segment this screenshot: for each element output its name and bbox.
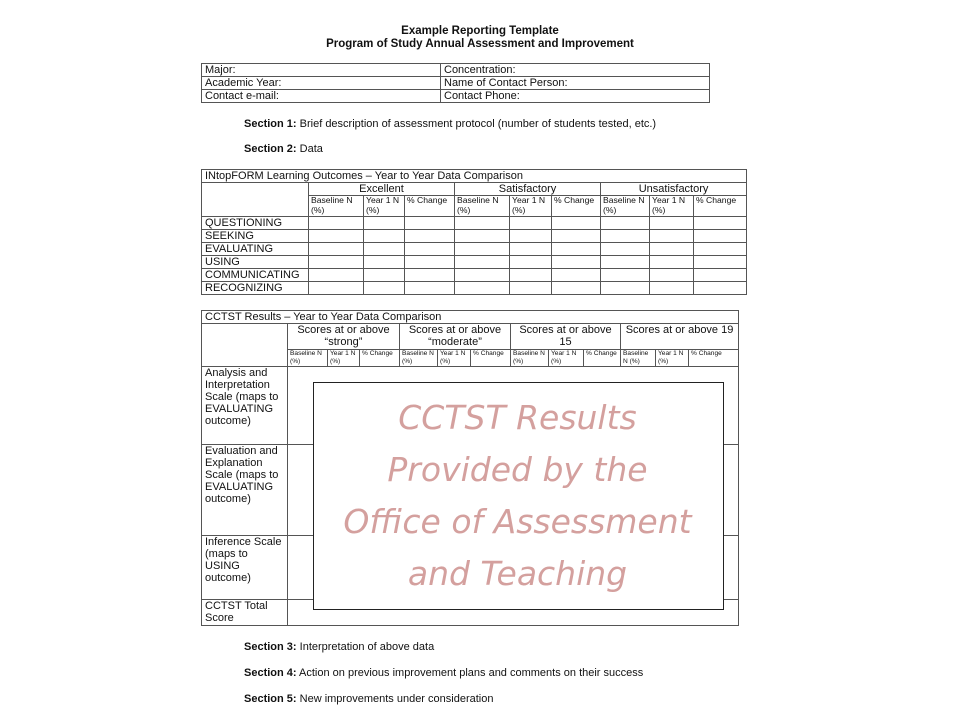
- cctst-subheader-change: % Change: [360, 350, 400, 367]
- cctst-group-strong: Scores at or above “strong”: [288, 324, 400, 350]
- intop-data-cell[interactable]: [309, 230, 364, 243]
- intop-data-cell[interactable]: [455, 243, 510, 256]
- intop-group-excellent: Excellent: [309, 183, 455, 196]
- cctst-overlay-text: [313, 392, 722, 600]
- intop-row-label: SEEKING: [202, 230, 309, 243]
- intop-data-cell[interactable]: [650, 269, 694, 282]
- intop-subheader-year1: Year 1 N (%): [650, 196, 694, 217]
- intop-row-label: EVALUATING: [202, 243, 309, 256]
- cctst-row-label: CCTST Total Score: [202, 600, 288, 626]
- section-4-text: Action on previous improvement plans and comments on their success: [299, 667, 644, 679]
- intop-corner-cell: [202, 183, 309, 217]
- intop-data-cell[interactable]: [405, 230, 455, 243]
- cctst-group-15: Scores at or above 15: [511, 324, 621, 350]
- academic-year-field[interactable]: Academic Year:: [202, 77, 441, 90]
- intop-data-cell[interactable]: [694, 282, 747, 295]
- intop-data-cell[interactable]: [309, 243, 364, 256]
- intop-data-cell[interactable]: [694, 230, 747, 243]
- section-5-text: New improvements under consideration: [299, 693, 494, 705]
- intop-data-cell[interactable]: [405, 243, 455, 256]
- cctst-subheader-change: % Change: [471, 350, 511, 367]
- intop-data-cell[interactable]: [601, 269, 650, 282]
- intop-data-cell[interactable]: [455, 217, 510, 230]
- intop-outcomes-table: [201, 169, 747, 295]
- intop-data-cell[interactable]: [510, 256, 552, 269]
- intop-data-cell[interactable]: [650, 230, 694, 243]
- intop-data-cell[interactable]: [650, 243, 694, 256]
- intop-data-cell[interactable]: [309, 256, 364, 269]
- section-3-label: Section 3:: [244, 641, 297, 653]
- intop-data-cell[interactable]: [510, 269, 552, 282]
- intop-row: [202, 217, 747, 230]
- intop-data-cell[interactable]: [364, 230, 405, 243]
- intop-data-cell[interactable]: [405, 217, 455, 230]
- cctst-row-label: Analysis and Interpretation Scale (maps to EVALUATING outcome): [202, 367, 288, 445]
- intop-data-cell[interactable]: [552, 230, 601, 243]
- intop-row-label: USING: [202, 256, 309, 269]
- intop-data-cell[interactable]: [694, 217, 747, 230]
- intop-data-cell[interactable]: [601, 243, 650, 256]
- intop-data-cell[interactable]: [455, 256, 510, 269]
- intop-subheader-year1: Year 1 N (%): [364, 196, 405, 217]
- section-5-label: Section 5:: [244, 693, 297, 705]
- intop-data-cell[interactable]: [364, 282, 405, 295]
- contact-email-field[interactable]: Contact e-mail:: [202, 90, 441, 103]
- section-1-text: Brief description of assessment protocol (number of students tested, etc.): [299, 118, 657, 130]
- program-info-table: [201, 63, 710, 103]
- intop-data-cell[interactable]: [694, 269, 747, 282]
- overlay-line: Provided by the: [387, 450, 648, 489]
- intop-data-cell[interactable]: [694, 243, 747, 256]
- intop-subheader-year1: Year 1 N (%): [510, 196, 552, 217]
- intop-data-cell[interactable]: [309, 217, 364, 230]
- cctst-subheader-baseline: Baseline N (%): [288, 350, 328, 367]
- intop-data-cell[interactable]: [694, 256, 747, 269]
- intop-data-cell[interactable]: [364, 243, 405, 256]
- concentration-field[interactable]: Concentration:: [441, 64, 710, 77]
- section-2-text: Data: [299, 143, 323, 155]
- intop-group-unsatisfactory: Unsatisfactory: [601, 183, 747, 196]
- contact-person-field[interactable]: Name of Contact Person:: [441, 77, 710, 90]
- intop-row-label: RECOGNIZING: [202, 282, 309, 295]
- intop-data-cell[interactable]: [364, 217, 405, 230]
- document-subtitle: Program of Study Annual Assessment and Improvement: [326, 38, 634, 50]
- cctst-subheader-baseline: Baseline N (%): [400, 350, 438, 367]
- intop-data-cell[interactable]: [552, 243, 601, 256]
- intop-subheader-baseline: Baseline N (%): [601, 196, 650, 217]
- overlay-line: CCTST Results: [398, 398, 637, 437]
- cctst-subheader-year1: Year 1 N (%): [438, 350, 471, 367]
- intop-data-cell[interactable]: [510, 217, 552, 230]
- cctst-subheader-change: % Change: [584, 350, 621, 367]
- intop-data-cell[interactable]: [552, 269, 601, 282]
- intop-data-cell[interactable]: [552, 256, 601, 269]
- intop-subheader-baseline: Baseline N (%): [455, 196, 510, 217]
- overlay-line: Office of Assessment: [343, 502, 692, 541]
- intop-subheader-change: % Change: [405, 196, 455, 217]
- section-3: [244, 641, 434, 654]
- intop-group-satisfactory: Satisfactory: [455, 183, 601, 196]
- intop-data-cell[interactable]: [405, 269, 455, 282]
- section-2-label: Section 2:: [244, 143, 297, 155]
- intop-table-title: INtopFORM Learning Outcomes – Year to Year Data Comparison: [202, 170, 747, 183]
- section-1-label: Section 1:: [244, 118, 297, 130]
- section-4-label: Section 4:: [244, 667, 297, 679]
- intop-row: [202, 230, 747, 243]
- intop-data-cell[interactable]: [309, 269, 364, 282]
- cctst-corner-cell: [202, 324, 288, 367]
- intop-row-label: QUESTIONING: [202, 217, 309, 230]
- intop-data-cell[interactable]: [405, 282, 455, 295]
- cctst-group-moderate: Scores at or above “moderate”: [400, 324, 511, 350]
- intop-data-cell[interactable]: [510, 243, 552, 256]
- cctst-subheader-year1: Year 1 N (%): [549, 350, 584, 367]
- intop-row: [202, 269, 747, 282]
- intop-data-cell[interactable]: [650, 282, 694, 295]
- intop-data-cell[interactable]: [601, 217, 650, 230]
- intop-row: [202, 243, 747, 256]
- intop-data-cell[interactable]: [364, 269, 405, 282]
- intop-data-cell[interactable]: [309, 282, 364, 295]
- cctst-subheader-baseline: Baseline N (%): [621, 350, 656, 367]
- intop-data-cell[interactable]: [455, 282, 510, 295]
- cctst-group-19: Scores at or above 19: [621, 324, 739, 350]
- document-title: Example Reporting Template: [401, 25, 559, 37]
- section-1: [244, 118, 656, 131]
- cctst-subheader-year1: Year 1 N (%): [656, 350, 689, 367]
- intop-data-cell[interactable]: [650, 256, 694, 269]
- cctst-table-title: CCTST Results – Year to Year Data Comparison: [202, 311, 739, 324]
- section-2: [244, 143, 323, 156]
- cctst-subheader-change: % Change: [689, 350, 739, 367]
- intop-data-cell[interactable]: [364, 256, 405, 269]
- section-3-text: Interpretation of above data: [299, 641, 435, 653]
- intop-data-cell[interactable]: [552, 282, 601, 295]
- intop-subheader-change: % Change: [552, 196, 601, 217]
- cctst-row-label: Evaluation and Explanation Scale (maps to EVALUATING outcome): [202, 445, 288, 536]
- intop-subheader-change: % Change: [694, 196, 747, 217]
- intop-data-cell[interactable]: [601, 230, 650, 243]
- major-field[interactable]: Major:: [202, 64, 441, 77]
- intop-data-cell[interactable]: [601, 256, 650, 269]
- intop-data-cell[interactable]: [650, 217, 694, 230]
- intop-data-cell[interactable]: [510, 230, 552, 243]
- intop-data-cell[interactable]: [601, 282, 650, 295]
- intop-subheader-baseline: Baseline N (%): [309, 196, 364, 217]
- cctst-subheader-baseline: Baseline N (%): [511, 350, 549, 367]
- intop-row: [202, 282, 747, 295]
- overlay-line: and Teaching: [407, 554, 628, 593]
- intop-row: [202, 256, 747, 269]
- section-4: [244, 667, 643, 680]
- intop-row-label: COMMUNICATING: [202, 269, 309, 282]
- section-5: [244, 693, 493, 706]
- intop-data-cell[interactable]: [455, 269, 510, 282]
- intop-data-cell[interactable]: [552, 217, 601, 230]
- intop-data-cell[interactable]: [510, 282, 552, 295]
- intop-data-cell[interactable]: [455, 230, 510, 243]
- cctst-subheader-year1: Year 1 N (%): [328, 350, 360, 367]
- intop-data-cell[interactable]: [405, 256, 455, 269]
- cctst-row-label: Inference Scale (maps to USING outcome): [202, 536, 288, 600]
- contact-phone-field[interactable]: Contact Phone:: [441, 90, 710, 103]
